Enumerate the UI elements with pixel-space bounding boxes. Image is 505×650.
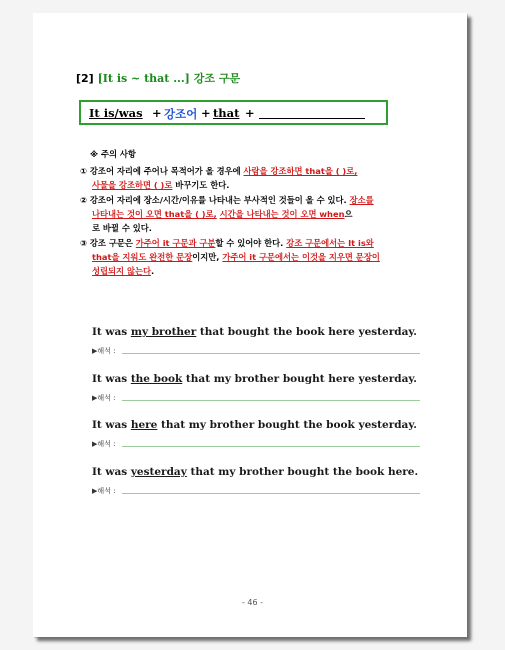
note-1-line-2	[92, 179, 229, 191]
formula-emphasis-word: 강조어	[164, 107, 198, 121]
note-1-marker: ①	[80, 166, 88, 176]
interpret-label: ▶해석 :	[92, 394, 116, 402]
page-number: - 46 -	[241, 598, 264, 607]
sentence-suffix: that bought the book here yesterday.	[196, 326, 417, 338]
note-3-text-h: 성립되지 않는다	[92, 266, 151, 276]
note-2-text-c: 나타내는 것이 오면 that을 ( )로,	[92, 209, 217, 219]
note-1-text-b: 사람을 강조하면 that을 ( )로,	[243, 166, 358, 176]
example-sentence	[92, 326, 417, 338]
sentence-suffix: that my brother bought the book here.	[186, 466, 419, 478]
note-2-marker: ②	[80, 195, 88, 205]
note-3-text-g: 가주어 it 구문에서는 이것을 지우면 문장이	[222, 252, 380, 262]
interpret-label: ▶해석 :	[92, 347, 116, 355]
note-3-text-c: 할 수 있어야 한다.	[215, 238, 284, 248]
note-2-line-3	[92, 222, 152, 234]
note-3-line-3	[92, 265, 154, 277]
section-title-ko: 강조 구문	[193, 72, 241, 85]
note-2-text-a: 강조어 자리에 장소/시간/이유를 나타내는 부사적인 것들이 올 수 있다.	[89, 195, 347, 205]
formula-it-is-was: It is/was	[89, 106, 143, 120]
formula-plus-1: +	[152, 106, 162, 120]
interpret-label: ▶해석 :	[92, 440, 116, 448]
note-3-marker: ③	[80, 238, 88, 248]
note-2-line-2	[92, 208, 353, 220]
sentence-prefix: It was	[92, 373, 131, 385]
sentence-emphasis: my brother	[130, 326, 197, 338]
note-2-line-1	[80, 194, 374, 206]
note-1-text-c: 사물을 강조하면 ( )로	[92, 180, 173, 190]
note-3-text-d: 강조 구문에서는 It is와	[286, 238, 374, 248]
interpret-label: ▶해석 :	[92, 487, 116, 495]
example-sentence	[92, 466, 418, 478]
formula-plus-3: +	[245, 106, 255, 120]
note-1-text-a: 강조어 자리에 주어나 목적어가 올 경우에	[89, 166, 241, 176]
note-3-text-e: that을 지워도 완전한 문장	[92, 252, 193, 262]
note-2-text-f: 로 바뀔 수 있다.	[92, 223, 152, 233]
interpret-line	[122, 446, 420, 447]
sentence-prefix: It was	[92, 326, 131, 338]
note-3-text-b: 가주어 it 구문과 구분	[135, 238, 216, 248]
note-2-text-e: 으	[344, 209, 353, 219]
note-3-text-f: 이지만,	[192, 252, 220, 262]
sentence-suffix: that my brother bought here yesterday.	[182, 373, 417, 385]
notes-header: ※ 주의 사항	[90, 149, 136, 159]
note-3-text-a: 강조 구문은	[89, 238, 133, 248]
section-title-en: [It is ~ that ...]	[97, 72, 190, 85]
note-3-line-1	[80, 237, 374, 249]
sentence-emphasis: the book	[130, 373, 183, 385]
formula-box	[79, 100, 388, 125]
sentence-emphasis: yesterday	[130, 466, 187, 478]
formula-blank-line	[259, 118, 365, 119]
sentence-prefix: It was	[92, 419, 131, 431]
sentence-prefix: It was	[92, 466, 131, 478]
note-2-text-d: 시간을 나타내는 것이 오면 when	[219, 209, 345, 219]
note-3-line-2	[92, 251, 380, 263]
note-1-line-1	[80, 165, 357, 177]
note-3-text-i: .	[151, 266, 155, 276]
sentence-emphasis: here	[130, 419, 158, 431]
note-2-text-b: 장소를	[349, 195, 374, 205]
formula-that: that	[213, 106, 240, 120]
interpret-line	[122, 353, 420, 354]
section-title	[76, 70, 240, 86]
example-sentence	[92, 373, 417, 385]
interpret-line	[122, 400, 420, 401]
example-sentence	[92, 419, 417, 431]
sentence-suffix: that my brother bought the book yesterday.	[157, 419, 417, 431]
section-number: [2]	[76, 72, 94, 85]
note-1-text-d: 바꾸기도 한다.	[175, 180, 230, 190]
formula-plus-2: +	[201, 106, 211, 120]
interpret-line	[122, 493, 420, 494]
